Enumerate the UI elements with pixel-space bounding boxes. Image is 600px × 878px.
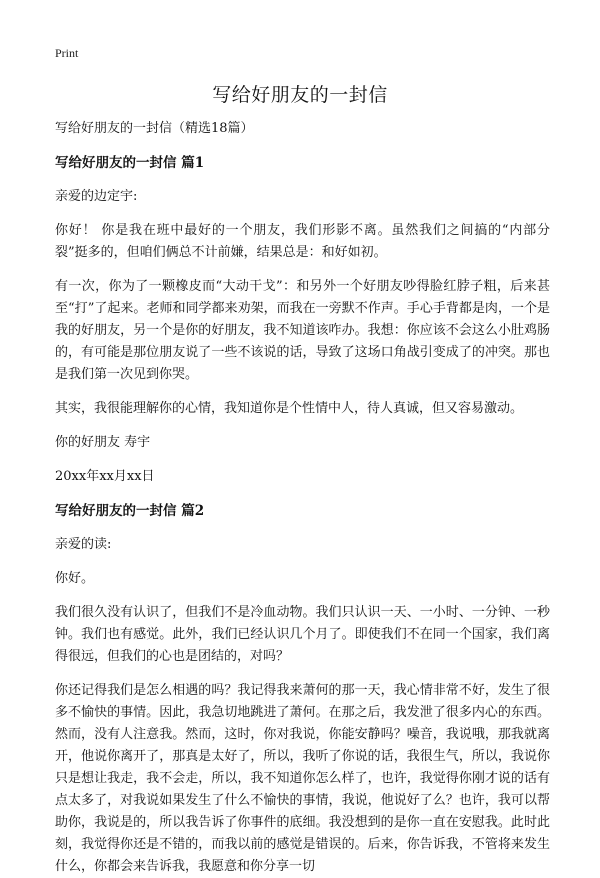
section-1-paragraph: 你好！ 你是我在班中最好的一个朋友，我们形影不离。虽然我们之间搞的“内部分裂”挺多的，但咱们俩总不计前嫌，结果总是：和好如初。 [55,223,550,260]
document-body [55,118,550,878]
section-2-heading: 写给好朋友的一封信 篇2 [55,503,205,519]
section-2-paragraph: 我们很久没有认识了，但我们不是冷血动物。我们只认识一天、一小时、一分钟、一秒钟。我们也有感觉。此外，我们已经认识几个月了。即使我们不在同一个国家，我们离得很远，但我们的心也是团结的，对吗？ [55,605,550,664]
section-1-signature: 你的好朋友 寿宇 [55,435,151,450]
section-2-paragraph: 你还记得我们是怎么相遇的吗？我记得我来萧何的那一天，我心情非常不好，发生了很多不愉快的事情。因此，我急切地跳进了萧何。在那之后，我发泄了很多内心的东西。然而，没有人注意我。然而，这时，你对我说，你能安静吗？噪音，我说哦，那我就离开，他说你离开了，那真是太好了，所以，我听了你说的话，我很生气，所以，我说你只是想让我走，我不会走，所以，我不知道你怎么样了，也许，我觉得你刚才说的话有点太多了，对我说如果发生了什么不愉快的事情，我说，他说好了么？也许，我可以帮助你，我说是的，所以我告诉了你事件的底细。我没想到的是你一直在安慰我。此时此刻，我觉得你还是不错的，而我以前的感觉是错误的。后来，你告诉我，不管将来发生什么，你都会来告诉我，我愿意和你分享一切 [55,683,550,874]
section-1-greeting: 亲爱的边定宇: [55,189,138,204]
document-subtitle: 写给好朋友的一封信（精选18篇） [55,121,254,136]
section-1-paragraph: 有一次，你为了一颗橡皮而“大动干戈”：和另外一个好朋友吵得脸红脖子粗，后来甚至“打”了起来。老师和同学都来劝架，而我在一旁默不作声。手心手背都是肉，一个是我的好朋友，另一个是你的好朋友，我不知道该咋办。我想：你应该不会这么小肚鸡肠的，有可能是那位朋友说了一些不该说的话，导致了这场口角战引变成了的冲突。那也是我们第一次见到你哭。 [55,279,550,382]
section-1-paragraph: 其实，我很能理解你的心情，我知道你是个性情中人，待人真诚，但又容易激动。 [55,401,524,416]
section-2-hello: 你好。 [55,571,95,586]
print-label: Print [55,46,79,60]
section-1-date: 20xx年xx月xx日 [55,469,155,484]
section-2-greeting: 亲爱的读: [55,537,112,552]
page-title: 写给好朋友的一封信 [212,84,388,106]
section-1-heading: 写给好朋友的一封信 篇1 [55,155,205,171]
